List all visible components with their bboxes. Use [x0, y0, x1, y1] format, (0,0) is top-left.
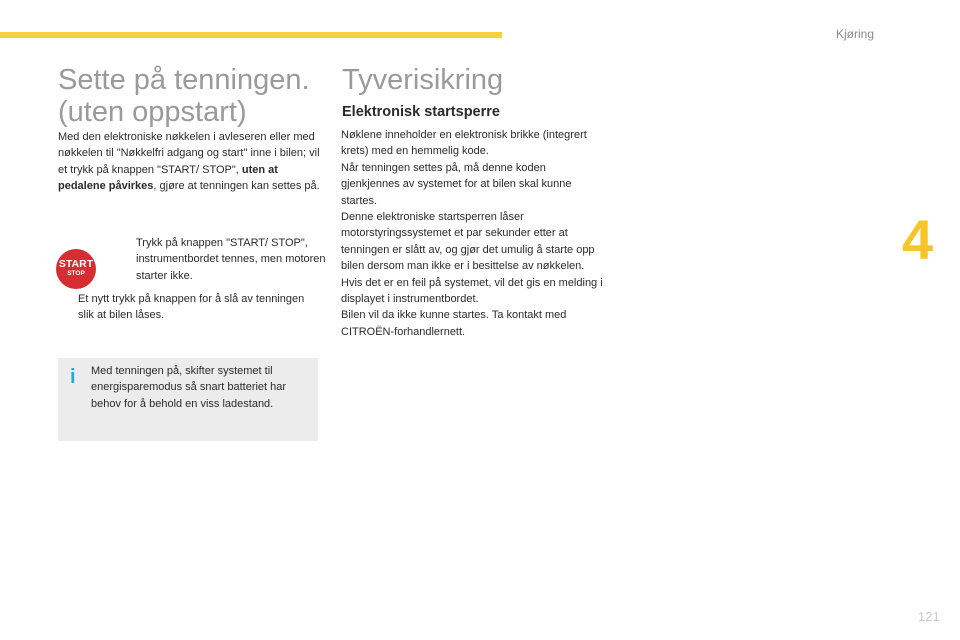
step-text-1: Trykk på knappen "START/ STOP", instrumentbordet tennes, men motoren starter ikke.	[136, 237, 326, 282]
start-stop-button-icon	[56, 249, 96, 289]
ignition-intro	[58, 129, 320, 195]
step-item-2	[58, 291, 320, 324]
intro-text-bold: uten at pedalene påvirkes	[58, 163, 278, 193]
anti-theft-heading: Tyverisikring	[342, 64, 504, 96]
ignition-heading-line2: (uten oppstart)	[58, 96, 247, 128]
page-number: 121	[918, 609, 940, 624]
info-icon: i	[70, 366, 76, 388]
immobiliser-subheading: Elektronisk startsperre	[342, 104, 500, 120]
bullet-icon	[116, 235, 136, 284]
ignition-heading-line1: Sette på tenningen.	[58, 64, 310, 96]
step-item-1	[116, 235, 326, 284]
info-text: Med tenningen på, skifter systemet til energisparemodus så snart batteriet har behov for å behold en viss ladestand.	[91, 365, 287, 410]
bullet-icon	[58, 291, 78, 324]
info-box	[58, 358, 318, 441]
ignition-heading	[58, 64, 328, 128]
intro-text-start: Med den elektroniske nøkkelen i avleseren eller med nøkkelen til "Nøkkelfri adgang og start" inne i bilen; vil et trykk på knappen "START/ STOP",	[58, 131, 320, 176]
start-stop-icon-label-top: START	[58, 258, 94, 270]
section-name: Kjøring	[836, 27, 875, 41]
step-text-2: Et nytt trykk på knappen for å slå av tenningen slik at bilen låses.	[78, 293, 305, 322]
chapter-number: 4	[902, 208, 934, 271]
start-stop-icon-label-bottom: STOP	[67, 270, 85, 277]
accent-bar	[0, 32, 502, 38]
immobiliser-body: Nøklene inneholder en elektronisk brikke (integrert krets) med en hemmelig kode. Når tenningen settes på, må denne koden gjenkjennes av systemet for at bilen skal kunne startes. Denne elektroniske startsperren låser motorstyringssystemet et par sekunder etter at tenningen er slått av, og gjør det umulig å starte opp bilen dersom man ikke er i besittelse av nøkkelen. Hvis det er en feil på systemet, vil det gis en melding i displayet i instrumentbordet. Bilen vil da ikke kunne startes. Ta kontakt med CITROËN-forhandlernett.	[341, 129, 603, 338]
intro-text-end: , gjøre at tenningen kan settes på.	[153, 180, 320, 193]
